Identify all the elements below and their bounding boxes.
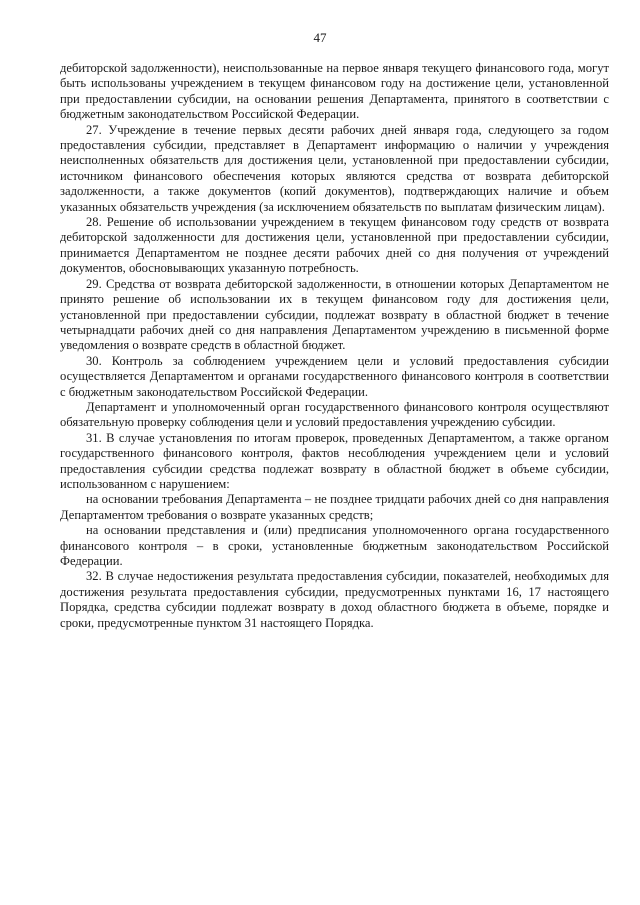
paragraph-31-department-demand: на основании требования Департамента – не позднее тридцати рабочих дней со дня направления Департаментом требования о возврате указанных средств;	[60, 492, 609, 522]
paragraph-31: 31. В случае установления по итогам проверок, проведенных Департаментом, а также органом государственного финансового контроля, фактов несоблюдения учреждением цели и условий предоставления субсидии средства подлежат возврату в областной бюджет в объеме субсидии, использованном с нарушением:	[60, 430, 609, 491]
paragraph-27: 27. Учреждение в течение первых десяти рабочих дней января года, следующего за годом предоставления субсидии, представляет в Департамент информацию о наличии у учреждения неисполненных обязательств для достижения цели, установленной при предоставлении субсидии, источником финансового обеспечения которых являются средства от возврата дебиторской задолженности, а также документов (копий документов), подтверждающих наличие и объем указанных обязательств учреждения (за исключением обязательств по выплатам физическим лицам).	[60, 122, 609, 214]
paragraph-30: 30. Контроль за соблюдением учреждением цели и условий предоставления субсидии осуществляется Департаментом и органами государственного финансового контроля в соответствии с бюджетным законодательством Российской Федерации.	[60, 353, 609, 399]
page-number: 47	[313, 30, 327, 45]
paragraph-30-inspection: Департамент и уполномоченный орган государственного финансового контроля осуществляют обязательную проверку соблюдения цели и условий предоставления учреждению субсидии.	[60, 399, 609, 430]
paragraph-28: 28. Решение об использовании учреждением в текущем финансовом году средств от возврата дебиторской задолженности для достижения цели, установленной при предоставлении субсидии, принимается Департаментом не позднее десяти рабочих дней со дня получения от учреждений документов, обосновывающих указанную потребность.	[60, 215, 609, 276]
paragraph-31-control-order: на основании представления и (или) предписания уполномоченного органа государственного финансового контроля – в сроки, установленные бюджетным законодательством Российской Федерации.	[60, 523, 609, 568]
paragraph-29: 29. Средства от возврата дебиторской задолженности, в отношении которых Департаментом не принято решение об использовании их в текущем финансовом году для достижения цели, установленной при предоставлении субсидии, подлежат возврату в областной бюджет в течение четырнадцати рабочих дней со дня направления Департаментом учреждению в письменной форме уведомления о возврате средств в областной бюджет.	[60, 276, 609, 353]
paragraph-continuation: дебиторской задолженности), неиспользованные на первое января текущего финансового года, могут быть использованы учреждением в текущем финансовом году на достижение цели, установленной при предоставлении субсидии, на основании решения Департамента, принятого в соответствии с бюджетным законодательством Российской Федерации.	[60, 61, 609, 122]
document-body	[60, 61, 609, 631]
paragraph-32: 32. В случае недостижения результата предоставления субсидии, показателей, необходимых для достижения результата предоставления субсидии, предусмотренных пунктами 16, 17 настоящего Порядка, средства субсидии подлежат возврату в доход областного бюджета в объеме, порядке и сроки, предусмотренные пунктом 31 настоящего Порядка.	[60, 569, 609, 630]
